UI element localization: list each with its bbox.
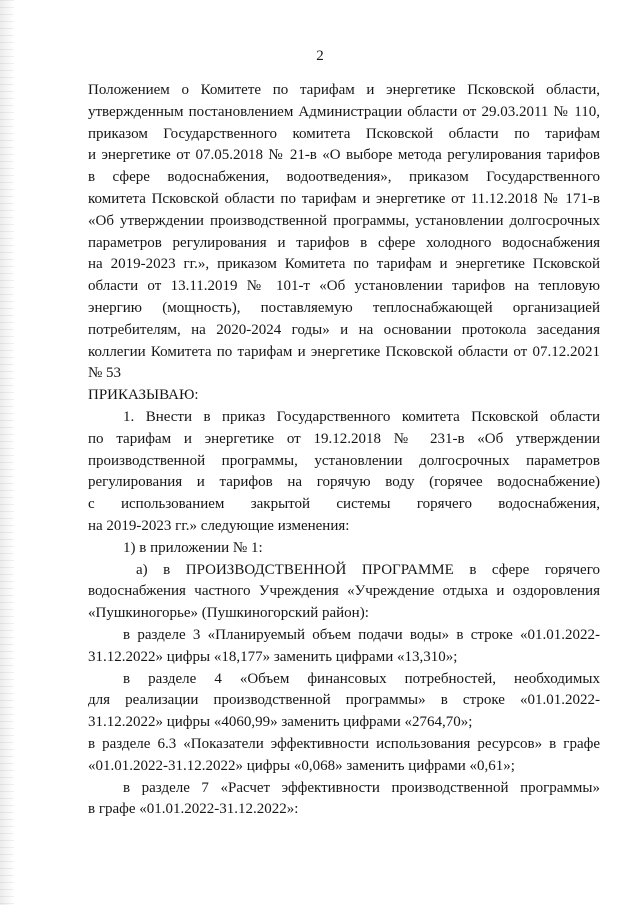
- text-line: параметров регулирования и тарифов в сфере холодного водоснабжения: [88, 234, 600, 251]
- text-line: в разделе 4 «Объем финансовых потребностей, необходимых: [123, 670, 600, 687]
- text-line: на 2019-2023 гг.», приказом Комитета по тарифам и энергетике Псковской: [88, 256, 600, 273]
- text-line: комитета Псковской области по тарифам и энергетике от 11.12.2018 № 171-в: [88, 190, 600, 207]
- text-line: регулирования и тарифов на горячую воду (горячее водоснабжение): [88, 474, 600, 491]
- text-line: производственной программы, установлении долгосрочных параметров: [88, 452, 600, 469]
- text-line: по тарифам и энергетике от 19.12.2018 № 231-в «Об утверждении: [88, 430, 600, 447]
- text-line: утвержденным постановлением Администрации области от 29.03.2011 № 110,: [88, 103, 600, 120]
- text-line: для реализации производственной программы» в строке «01.01.2022-: [88, 692, 600, 709]
- scan-edge: [0, 0, 14, 905]
- text-line: 1) в приложении № 1:: [123, 539, 263, 556]
- text-line: Положением о Комитете по тарифам и энергетике Псковской области,: [88, 82, 600, 98]
- text-line: «Об утверждении производственной программы, установлении долгосрочных: [88, 212, 600, 229]
- text-line: в разделе 3 «Планируемый объем подачи воды» в строке «01.01.2022-: [123, 626, 600, 643]
- text-line: «01.01.2022-31.12.2022» цифры «0,068» заменить цифрами «0,61»;: [88, 757, 515, 774]
- text-line: а) в ПРОИЗВОДСТВЕННОЙ ПРОГРАММЕ в сфере горячего: [136, 561, 600, 578]
- text-line: в разделе 6.3 «Показатели эффективности использования ресурсов» в графе: [88, 735, 600, 752]
- text-line: и энергетике от 07.05.2018 № 21-в «О выборе метода регулирования тарифов: [88, 147, 600, 164]
- text-line: в разделе 7 «Расчет эффективности производственной программы»: [123, 779, 600, 796]
- order-heading: ПРИКАЗЫВАЮ:: [88, 387, 199, 404]
- text-line: потребителям, на 2020-2024 годы» и на основании протокола заседания: [88, 321, 600, 338]
- text-line: в сфере водоснабжения, водоотведения», приказом Государственного: [88, 169, 600, 186]
- text-line: приказом Государственного комитета Псковской области по тарифам: [88, 125, 600, 142]
- text-line: № 53: [88, 365, 122, 382]
- text-line: 1. Внести в приказ Государственного комитета Псковской области: [123, 408, 600, 425]
- text-line: коллегии Комитета по тарифам и энергетике Псковской области от 07.12.2021: [88, 343, 600, 360]
- page-number: 2: [316, 48, 324, 64]
- text-line: в графе «01.01.2022-31.12.2022»:: [88, 801, 299, 818]
- text-line: «Пушкиногорье» (Пушкиногорский район):: [88, 605, 369, 622]
- text-line: с использованием закрытой системы горячего водоснабжения,: [88, 496, 600, 513]
- text-line: области от 13.11.2019 № 101-т «Об установлении тарифов на тепловую: [88, 278, 600, 295]
- text-line: на 2019-2023 гг.» следующие изменения:: [88, 517, 350, 534]
- text-line: водоснабжения частного Учреждения «Учреждение отдыха и оздоровления: [88, 583, 600, 600]
- text-line: 31.12.2022» цифры «4060,99» заменить цифрами «2764,70»;: [88, 714, 473, 731]
- document-body: [88, 80, 600, 821]
- text-line: 31.12.2022» цифры «18,177» заменить цифрами «13,310»;: [88, 648, 458, 665]
- text-line: энергию (мощность), поставляемую теплоснабжающей организацией: [88, 299, 600, 316]
